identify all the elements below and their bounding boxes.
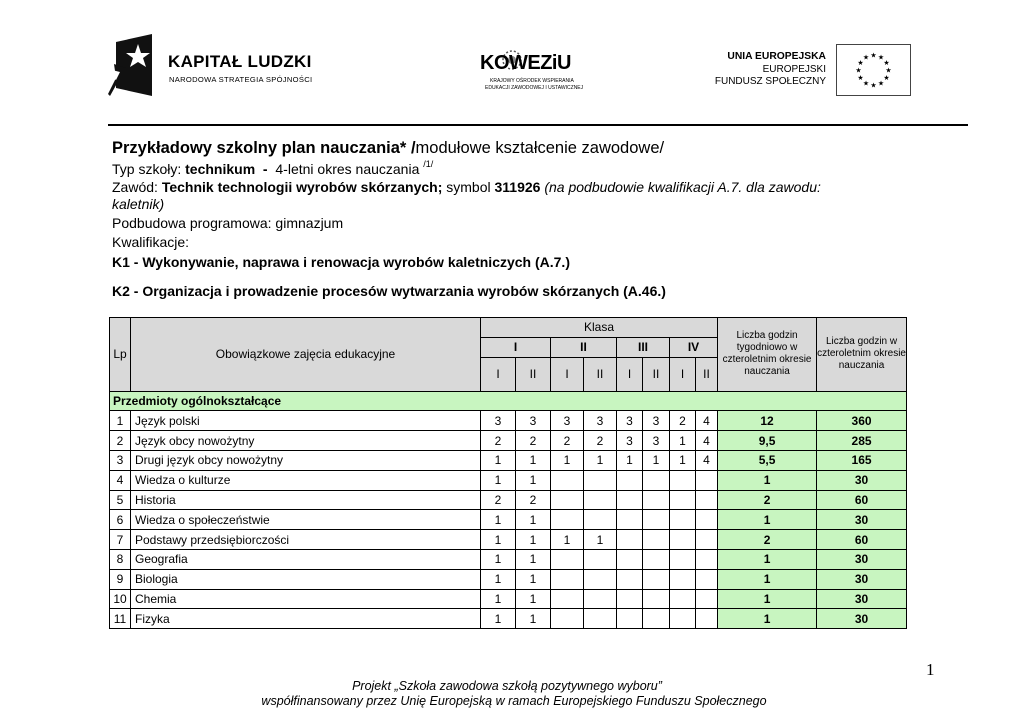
row-semester-hours: 1	[516, 530, 551, 550]
col-klasa: Klasa	[481, 318, 718, 338]
row-weekly-hours: 1	[718, 589, 817, 609]
class-2: II	[551, 337, 617, 357]
row-total-hours: 30	[817, 569, 907, 589]
row-semester-hours	[584, 549, 617, 569]
row-semester-hours: 1	[516, 450, 551, 470]
row-semester-hours	[643, 549, 670, 569]
row-semester-hours	[551, 589, 584, 609]
row-semester-hours: 1	[551, 450, 584, 470]
row-total-hours: 60	[817, 490, 907, 510]
row-weekly-hours: 9,5	[718, 431, 817, 451]
row-semester-hours: 2	[516, 490, 551, 510]
row-semester-hours: 2	[551, 431, 584, 451]
eu-line-3: FUNDUSZ SPOŁECZNY	[714, 76, 826, 87]
row-lp: 3	[110, 450, 131, 470]
row-subject: Podstawy przedsiębiorczości	[131, 530, 481, 550]
row-semester-hours: 1	[584, 530, 617, 550]
eu-star-icon: ★	[885, 67, 892, 75]
row-lp: 2	[110, 431, 131, 451]
row-semester-hours	[584, 510, 617, 530]
row-weekly-hours: 1	[718, 549, 817, 569]
row-lp: 6	[110, 510, 131, 530]
row-lp: 1	[110, 411, 131, 431]
row-weekly-hours: 1	[718, 470, 817, 490]
row-total-hours: 30	[817, 589, 907, 609]
row-semester-hours	[584, 569, 617, 589]
row-semester-hours: 3	[643, 411, 670, 431]
school-type-label: Typ szkoły:	[112, 161, 186, 177]
kapital-ludzki-logo	[108, 34, 338, 98]
row-semester-hours	[643, 510, 670, 530]
page-number: 1	[926, 660, 935, 679]
row-semester-hours: 1	[670, 431, 696, 451]
eu-line-1: UNIA EUROPEJSKA	[727, 51, 826, 62]
row-semester-hours	[584, 589, 617, 609]
row-semester-hours	[617, 569, 643, 589]
page-title	[112, 139, 664, 158]
row-lp: 10	[110, 589, 131, 609]
row-total-hours: 30	[817, 470, 907, 490]
row-semester-hours: 1	[481, 549, 516, 569]
row-semester-hours: 4	[696, 450, 718, 470]
row-semester-hours: 3	[516, 411, 551, 431]
row-total-hours: 360	[817, 411, 907, 431]
row-semester-hours: 1	[481, 530, 516, 550]
row-semester-hours	[696, 569, 718, 589]
profession-note-2: kaletnik)	[112, 196, 165, 212]
eu-star-icon: ★	[857, 75, 864, 82]
row-total-hours: 285	[817, 431, 907, 451]
row-semester-hours: 3	[551, 411, 584, 431]
curriculum-basis: Podbudowa programowa: gimnazjum	[112, 215, 344, 231]
row-subject: Drugi język obcy nowożytny	[131, 450, 481, 470]
row-semester-hours	[643, 609, 670, 629]
row-semester-hours	[584, 470, 617, 490]
table-row	[110, 549, 907, 569]
row-semester-hours: 1	[551, 530, 584, 550]
row-semester-hours	[696, 609, 718, 629]
eu-star-icon: ★	[883, 60, 890, 67]
row-lp: 7	[110, 530, 131, 550]
table-row	[110, 569, 907, 589]
row-semester-hours	[670, 490, 696, 510]
row-semester-hours	[670, 549, 696, 569]
semester-3-2: II	[643, 357, 670, 391]
table-row	[110, 490, 907, 510]
semester-4-1: I	[670, 357, 696, 391]
kowezu-logo	[470, 44, 600, 99]
row-weekly-hours: 1	[718, 609, 817, 629]
row-weekly-hours: 1	[718, 569, 817, 589]
row-semester-hours	[643, 530, 670, 550]
class-3: III	[617, 337, 670, 357]
row-semester-hours	[643, 490, 670, 510]
row-semester-hours: 1	[617, 450, 643, 470]
row-semester-hours: 1	[516, 609, 551, 629]
row-semester-hours	[551, 490, 584, 510]
row-total-hours: 30	[817, 510, 907, 530]
row-subject: Fizyka	[131, 609, 481, 629]
row-semester-hours	[551, 569, 584, 589]
kowezu-line-1: KRAJOWY OŚRODEK WSPIERANIA	[490, 78, 574, 84]
row-total-hours: 30	[817, 609, 907, 629]
row-semester-hours	[584, 609, 617, 629]
row-semester-hours: 1	[516, 549, 551, 569]
row-semester-hours: 1	[481, 470, 516, 490]
row-semester-hours: 2	[481, 431, 516, 451]
row-semester-hours	[670, 609, 696, 629]
profession-value: Technik technologii wyrobów skórzanych;	[161, 179, 443, 195]
row-semester-hours: 3	[481, 411, 516, 431]
col-weekly: Liczba godzin tygodniowo w czteroletnim okresie nauczania	[718, 318, 817, 392]
semester-1-1: I	[481, 357, 516, 391]
row-semester-hours	[696, 470, 718, 490]
profession-note: (na podbudowie kwalifikacji A.7. dla zawodu:	[540, 179, 821, 195]
eu-logo	[716, 44, 912, 96]
row-semester-hours: 1	[481, 569, 516, 589]
row-semester-hours	[670, 589, 696, 609]
row-semester-hours	[643, 569, 670, 589]
row-lp: 5	[110, 490, 131, 510]
row-lp: 9	[110, 569, 131, 589]
row-semester-hours: 1	[670, 450, 696, 470]
row-semester-hours: 2	[481, 490, 516, 510]
row-lp: 4	[110, 470, 131, 490]
class-1: I	[481, 337, 551, 357]
school-type-value: technikum	[185, 161, 256, 177]
row-weekly-hours: 12	[718, 411, 817, 431]
qualifications-label: Kwalifikacje:	[112, 234, 190, 250]
table-row	[110, 411, 907, 431]
row-semester-hours: 1	[516, 470, 551, 490]
row-semester-hours: 1	[643, 450, 670, 470]
curriculum-table	[109, 317, 907, 629]
kapital-ludzki-emblem-icon	[108, 34, 158, 98]
semester-4-2: II	[696, 357, 718, 391]
col-total: Liczba godzin w czteroletnim okresie nauczania	[817, 318, 907, 392]
row-subject: Wiedza o kulturze	[131, 470, 481, 490]
kapital-ludzki-name: KAPITAŁ LUDZKI	[168, 52, 312, 71]
row-semester-hours	[670, 510, 696, 530]
profession-note-cont	[112, 196, 164, 212]
table-row	[110, 431, 907, 451]
row-subject: Chemia	[131, 589, 481, 609]
row-semester-hours: 2	[516, 431, 551, 451]
row-semester-hours: 3	[584, 411, 617, 431]
semester-3-1: I	[617, 357, 643, 391]
eu-star-icon: ★	[883, 75, 890, 82]
school-type-period: 4-letni okres nauczania	[275, 161, 424, 177]
eu-star-icon: ★	[857, 60, 864, 67]
group-general-subjects: Przedmioty ogólnokształcące	[110, 391, 907, 411]
eu-star-icon: ★	[862, 80, 870, 88]
row-semester-hours	[617, 490, 643, 510]
eu-flag-icon	[836, 44, 911, 96]
profession-label: Zawód:	[112, 179, 162, 195]
eu-star-icon: ★	[877, 80, 885, 88]
table-row	[110, 530, 907, 550]
kowezu-line-2: EDUKACJI ZAWODOWEJ I USTAWICZNEJ	[485, 85, 584, 91]
row-total-hours: 30	[817, 549, 907, 569]
row-semester-hours: 3	[617, 411, 643, 431]
row-semester-hours	[696, 589, 718, 609]
semester-2-2: II	[584, 357, 617, 391]
row-subject: Język polski	[131, 411, 481, 431]
row-weekly-hours: 5,5	[718, 450, 817, 470]
header-divider	[108, 124, 968, 126]
row-subject: Język obcy nowożytny	[131, 431, 481, 451]
title-rest: modułowe kształcenie zawodowe/	[415, 139, 665, 157]
footnote-ref: /1/	[423, 159, 434, 169]
row-total-hours: 165	[817, 450, 907, 470]
row-semester-hours	[696, 549, 718, 569]
row-semester-hours: 3	[643, 431, 670, 451]
row-semester-hours	[551, 549, 584, 569]
profession-symbol: 311926	[494, 179, 541, 195]
qualification-k1: K1 - Wykonywanie, naprawa i renowacja wyrobów kaletniczych (A.7.)	[112, 254, 570, 270]
row-total-hours: 60	[817, 530, 907, 550]
kowezu-wordmark: KOWEZiU	[480, 52, 571, 74]
qualification-k2: K2 - Organizacja i prowadzenie procesów wytwarzania wyrobów skórzanych (A.46.)	[112, 283, 666, 299]
row-semester-hours: 1	[481, 450, 516, 470]
col-subject: Obowiązkowe zajęcia edukacyjne	[131, 318, 481, 392]
row-semester-hours: 4	[696, 431, 718, 451]
row-semester-hours	[617, 530, 643, 550]
row-semester-hours	[584, 490, 617, 510]
row-semester-hours: 4	[696, 411, 718, 431]
row-semester-hours: 1	[481, 609, 516, 629]
class-4: IV	[670, 337, 718, 357]
table-row	[110, 609, 907, 629]
row-semester-hours: 1	[516, 589, 551, 609]
row-subject: Wiedza o społeczeństwie	[131, 510, 481, 530]
row-weekly-hours: 1	[718, 510, 817, 530]
row-semester-hours	[696, 510, 718, 530]
kapital-ludzki-subtitle: NARODOWA STRATEGIA SPÓJNOŚCI	[169, 75, 313, 84]
eu-star-icon: ★	[862, 54, 870, 62]
row-subject: Historia	[131, 490, 481, 510]
row-weekly-hours: 2	[718, 490, 817, 510]
row-semester-hours: 2	[670, 411, 696, 431]
row-semester-hours	[696, 490, 718, 510]
row-lp: 11	[110, 609, 131, 629]
eu-line-2: EUROPEJSKI	[762, 64, 826, 75]
row-semester-hours	[551, 470, 584, 490]
row-semester-hours	[643, 470, 670, 490]
school-type-line	[112, 161, 433, 177]
table-row	[110, 470, 907, 490]
row-lp: 8	[110, 549, 131, 569]
table-row	[110, 510, 907, 530]
row-semester-hours: 1	[584, 450, 617, 470]
eu-star-icon: ★	[870, 52, 877, 60]
row-semester-hours	[670, 470, 696, 490]
row-subject: Geografia	[131, 549, 481, 569]
footer-project: Projekt „Szkoła zawodowa szkołą pozytywnego wyboru”	[352, 679, 662, 693]
eu-star-icon: ★	[870, 82, 877, 90]
row-weekly-hours: 2	[718, 530, 817, 550]
row-semester-hours	[670, 530, 696, 550]
row-semester-hours: 1	[481, 589, 516, 609]
row-semester-hours	[643, 589, 670, 609]
row-semester-hours	[617, 589, 643, 609]
row-semester-hours	[551, 609, 584, 629]
school-type-dash: -	[255, 161, 276, 177]
row-semester-hours	[696, 530, 718, 550]
table-row	[110, 450, 907, 470]
row-semester-hours	[551, 510, 584, 530]
row-semester-hours: 3	[617, 431, 643, 451]
row-semester-hours: 1	[481, 510, 516, 530]
row-semester-hours	[617, 549, 643, 569]
title-bold: Przykładowy szkolny plan nauczania*	[112, 139, 411, 157]
eu-star-icon: ★	[877, 54, 885, 62]
eu-star-icon: ★	[855, 67, 862, 75]
row-semester-hours	[617, 470, 643, 490]
row-semester-hours	[670, 569, 696, 589]
row-semester-hours: 1	[516, 510, 551, 530]
profession-symbol-label: symbol	[442, 179, 495, 195]
row-semester-hours: 2	[584, 431, 617, 451]
title-slash: /	[410, 139, 416, 157]
footer-funding: współfinansowany przez Unię Europejską w ramach Europejskiego Funduszu Społecznego	[261, 694, 767, 708]
profession-line	[112, 179, 821, 195]
row-subject: Biologia	[131, 569, 481, 589]
table-row	[110, 589, 907, 609]
semester-1-2: II	[516, 357, 551, 391]
col-lp: Lp	[110, 318, 131, 392]
row-semester-hours	[617, 609, 643, 629]
semester-2-1: I	[551, 357, 584, 391]
row-semester-hours	[617, 510, 643, 530]
row-semester-hours: 1	[516, 569, 551, 589]
